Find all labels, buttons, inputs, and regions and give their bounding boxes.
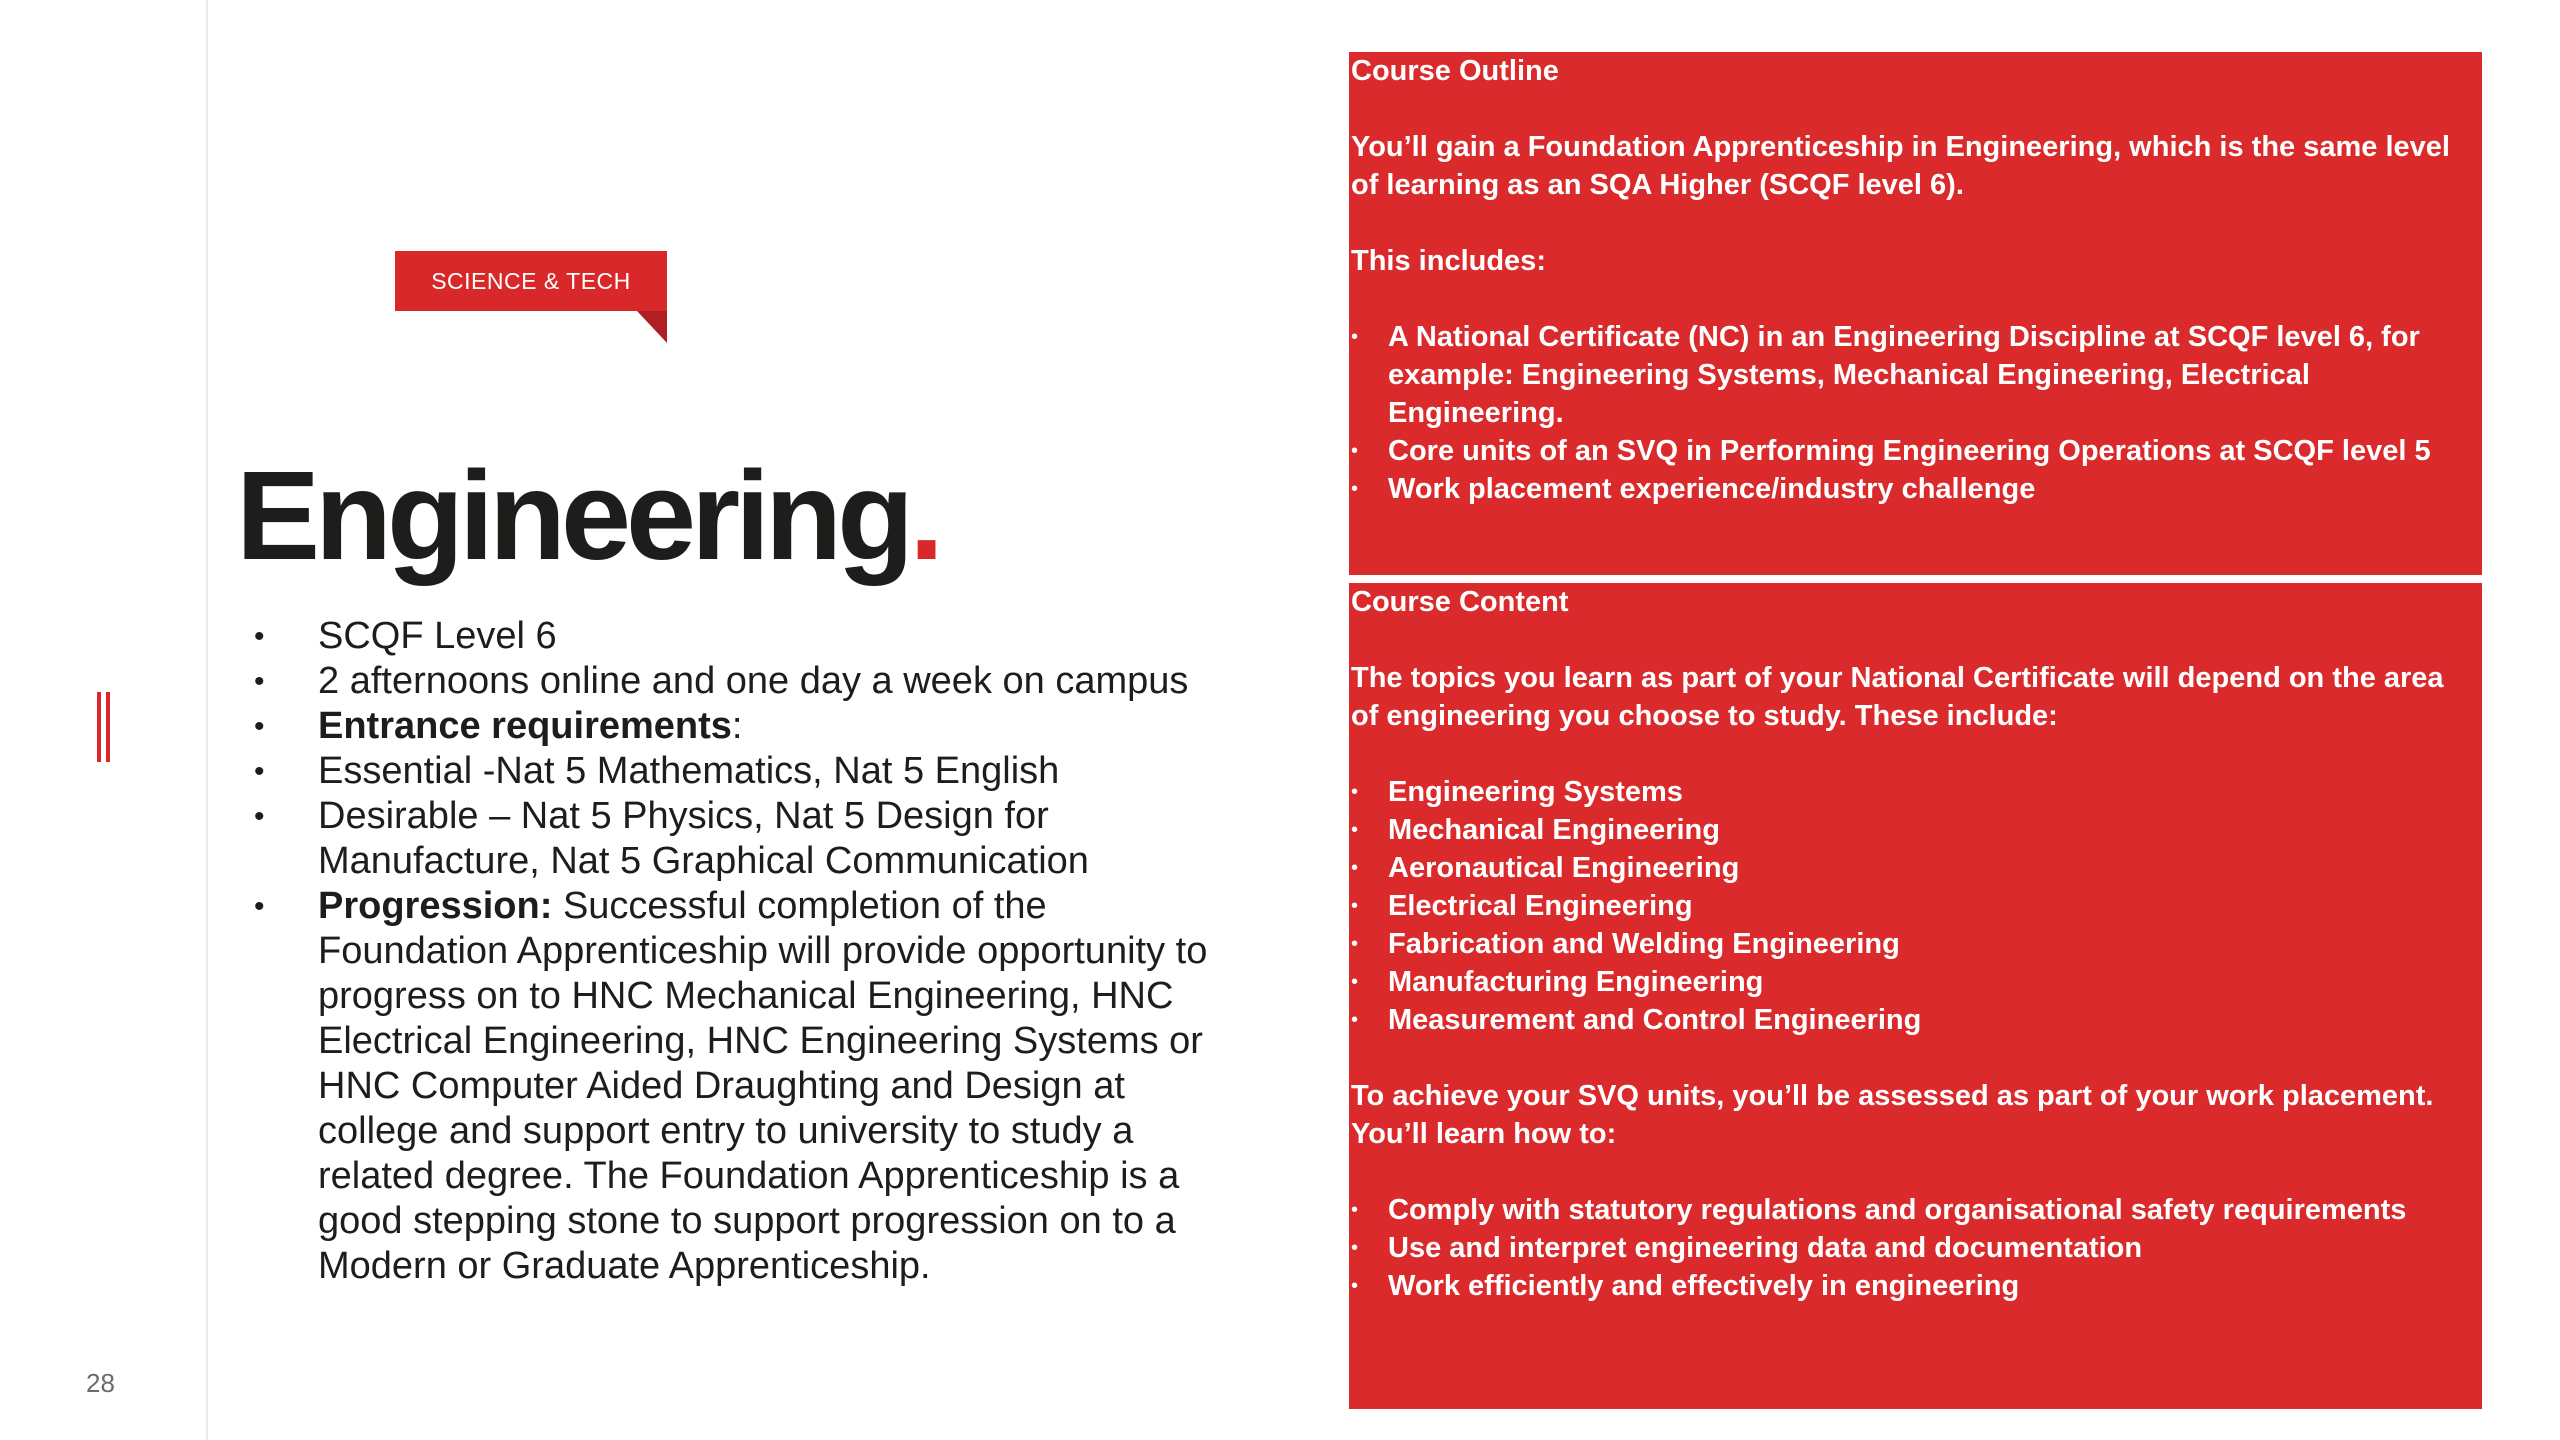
course-outline-includes-label: This includes: xyxy=(1351,245,1546,277)
side-marker-bar xyxy=(106,692,110,762)
course-outline-intro: You’ll gain a Foundation Apprenticeship in Engineering, which is the same level of learning as an SQA Higher (SCQF level 6). xyxy=(1351,131,2450,201)
course-content-panel xyxy=(1349,583,2482,1409)
list-item: • Electrical Engineering xyxy=(1351,887,2478,925)
page-title-text: Engineering xyxy=(236,445,910,586)
detail-desirable: • Desirable – Nat 5 Physics, Nat 5 Design for Manufacture, Nat 5 Graphical Communication xyxy=(250,794,1220,884)
progression-label: Progression: xyxy=(318,885,553,927)
list-item: • Mechanical Engineering xyxy=(1351,811,2478,849)
detail-level: • SCQF Level 6 xyxy=(250,614,1220,659)
list-item: • Core units of an SVQ in Performing Engineering Operations at SCQF level 5 xyxy=(1351,432,2478,470)
progression-text: Successful completion of the Foundation Apprenticeship will provide opportunity to progress on to HNC Mechanical Engineering, HNC Electrical Engineering, HNC Engineering Systems or HNC Computer Aided Draughting and Design at college and support entry to university to study a related degree. The Foundation Apprenticeship is a good stepping stone to support progression on to a Modern or Graduate Apprenticeship. xyxy=(318,885,1208,1287)
side-marker xyxy=(97,692,113,762)
list-item: • Aeronautical Engineering xyxy=(1351,849,2478,887)
list-item: • Use and interpret engineering data and documentation xyxy=(1351,1229,2478,1267)
page-number: 28 xyxy=(86,1368,115,1398)
entrance-suffix: : xyxy=(731,705,743,747)
category-tag-fold xyxy=(637,311,667,343)
page-title-dot: . xyxy=(909,445,940,586)
category-tag: SCIENCE & TECH xyxy=(395,251,667,311)
list-item: • Work efficiently and effectively in engineering xyxy=(1351,1267,2478,1305)
list-item: • Fabrication and Welding Engineering xyxy=(1351,925,2478,963)
list-item: • Engineering Systems xyxy=(1351,773,2478,811)
detail-progression xyxy=(250,884,1220,1289)
course-outline-list xyxy=(1351,318,2478,508)
course-outline-panel xyxy=(1349,52,2482,575)
detail-entrance xyxy=(250,704,1220,749)
list-item: • Work placement experience/industry challenge xyxy=(1351,470,2478,508)
course-content-intro: The topics you learn as part of your National Certificate will depend on the area of engineering you choose to study. These include: xyxy=(1351,662,2444,732)
svq-skills-list xyxy=(1351,1191,2478,1305)
page-title xyxy=(236,440,939,591)
course-details-list xyxy=(250,614,1220,1289)
side-marker-bar xyxy=(97,692,101,762)
list-item: • Comply with statutory regulations and organisational safety requirements xyxy=(1351,1191,2478,1229)
left-margin-rule xyxy=(206,0,208,1440)
course-content-heading: Course Content xyxy=(1351,586,1569,618)
detail-essential: • Essential -Nat 5 Mathematics, Nat 5 English xyxy=(250,749,1220,794)
entrance-label: Entrance requirements xyxy=(318,705,732,747)
list-item: • A National Certificate (NC) in an Engineering Discipline at SCQF level 6, for example: Engineering Systems, Mechanical Engineering, Electrical Engineering. xyxy=(1351,318,2478,432)
list-item: • Measurement and Control Engineering xyxy=(1351,1001,2478,1039)
course-outline-heading: Course Outline xyxy=(1351,55,1559,87)
detail-schedule: • 2 afternoons online and one day a week on campus xyxy=(250,659,1220,704)
course-topics-list xyxy=(1351,773,2478,1039)
list-item: • Manufacturing Engineering xyxy=(1351,963,2478,1001)
svq-intro: To achieve your SVQ units, you’ll be assessed as part of your work placement. You’ll learn how to: xyxy=(1351,1080,2434,1150)
